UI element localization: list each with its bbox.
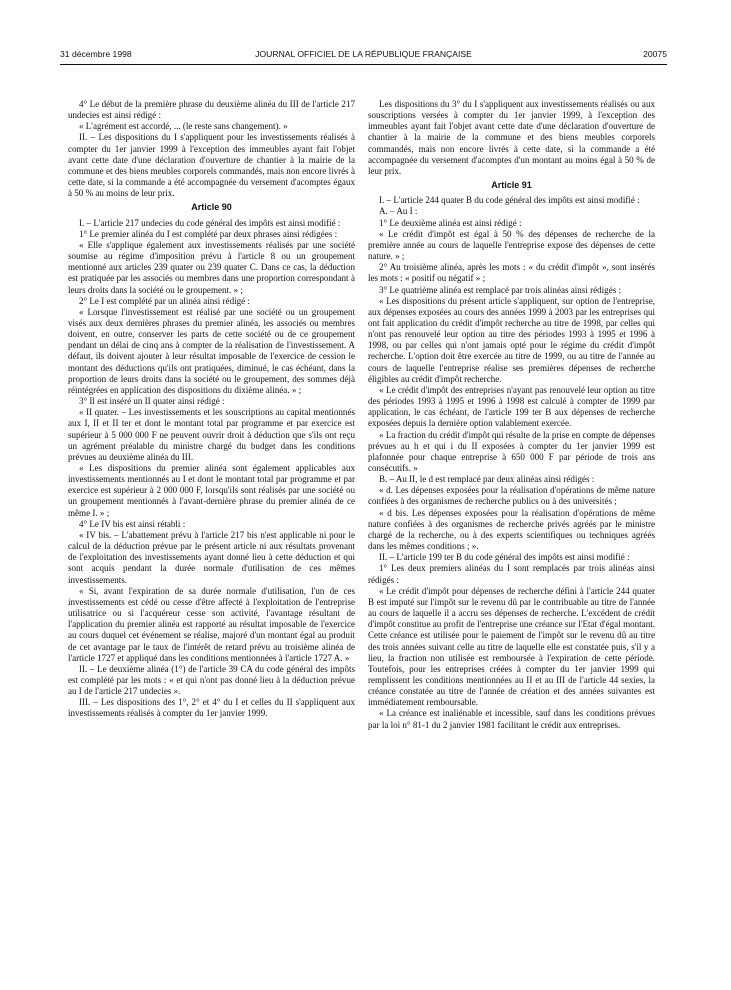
paragraph: « La fraction du crédit d'impôt qui résulte de la prise en compte de dépenses prévues au h et qui i du II exposées à compter du 1er janvier 1999 est plafonnée pour chaque entreprise à 650 000 F par période de trois ans consécutifs. » — [368, 429, 655, 473]
paragraph: II. – Les dispositions du I s'appliquent pour les investissements réalisés à compter du 1er janvier 1999 à l'exception des immeubles ayant fait l'objet avant cette date d'une déclaration d'ouverture de chantier à la mairie de la commune et des biens meubles corporels commandés, mais non encore livrés à cette date, si la commande a été accompagnée du versement d'acomptes égaux à 50 % au moins de leur prix. — [68, 132, 355, 199]
paragraph: A. – Au I : — [379, 206, 418, 217]
paragraph: B. – Au II, le d est remplacé par deux alinéas ainsi rédigés : — [379, 474, 595, 485]
paragraph: « Lorsque l'investissement est réalisé par une société ou un groupement visés aux deux dernières phrases du premier alinéa, les associés ou membres doivent, en outre, conserver les parts de cette société ou de ce groupement pendant un délai de cinq ans à compter de la réalisation de l'investissement. A défaut, ils doivent ajouter à leur résultat imposable de l'exercice de cession le montant des déductions qu'ils ont pratiquées, diminué, le cas échéant, dans la proportion de leurs droits dans la société ou le groupement, des sommes déjà réintégrées en application des dispositions du dixième alinéa. » ; — [68, 306, 355, 395]
page-header — [60, 49, 667, 63]
article-heading: Article 90 — [191, 202, 232, 213]
paragraph: « d bis. Les dépenses exposées pour la réalisation d'opérations de même nature confiées à des organismes de recherche privés agréés par le ministre chargé de la recherche, ou à des experts scientifiques ou techniques agréés dans les mêmes conditions ; ». — [368, 507, 655, 552]
paragraph: III. – Les dispositions des 1°, 2° et 4° du I et celles du II s'appliquent aux investissements réalisés à compter du 1er janvier 1999. — [68, 697, 355, 719]
article-heading: Article 91 — [491, 180, 532, 191]
paragraph: I. – L'article 244 quater B du code général des impôts est ainsi modifié : — [379, 195, 640, 206]
paragraph: « II quater. – Les investissements et les souscriptions au capital mentionnés aux I, II et II ter et dont le montant total par programme et par exercice est supérieur à 5 000 000 F ne peuvent ouvrir droit à déduction que s'ils ont reçu un agrément préalable du ministre chargé du budget dans les conditions prévues au deuxième alinéa du III. — [68, 407, 355, 462]
header-rule — [60, 64, 667, 65]
paragraph: 1° Le deuxième alinéa est ainsi rédigé : — [379, 217, 522, 228]
paragraph: 4° Le début de la première phrase du deuxième alinéa du III de l'article 217 undecies est ainsi rédigé : — [68, 99, 355, 121]
paragraph: « Les dispositions du présent article s'appliquent, sur option de l'entreprise, aux dépenses exposées au cours des années 1999 à 2003 par les entreprises qui ont fait application du crédit d'impôt recherche au titre de 1998, par celles qui n'ont pas renouvelé leur option au titre des périodes 1993 à 1995 et 1996 à 1998, ou par celles qui n'ont jamais opté pour le régime du crédit d'impôt recherche. L'option doit être exercée au titre de 1999, ou au titre de l'année au cours de laquelle l'entreprise réalise ses premières dépenses de recherche éligibles au crédit d'impôt recherche. — [368, 295, 655, 384]
header-date: 31 décembre 1998 — [60, 49, 132, 59]
right-column — [368, 99, 655, 731]
paragraph: « Elle s'applique également aux investissements réalisés par une société soumise au régime d'imposition prévu à l'article 8 ou un groupement mentionné aux articles 239 quater ou 239 quater C. Dans ce cas, la déduction est pratiquée par les associés ou membres dans une proportion correspondant à leurs droits dans la société ou le groupement. » ; — [68, 239, 355, 295]
paragraph: 2° Au troisième alinéa, après les mots : « du crédit d'impôt », sont insérés les mots : « positif ou négatif » ; — [368, 262, 655, 284]
journal-title: JOURNAL OFFICIEL DE LA RÉPUBLIQUE FRANÇAISE — [255, 49, 472, 59]
page-number: 20075 — [643, 49, 667, 59]
paragraph: I. – L'article 217 undecies du code général des impôts est ainsi modifié : — [79, 217, 341, 228]
paragraph: « Le crédit d'impôt est égal à 50 % des dépenses de recherche de la première année au cours de laquelle l'entreprise expose des dépenses de cette nature. » ; — [368, 228, 655, 262]
paragraph: 1° Le premier alinéa du I est complété par deux phrases ainsi rédigées : — [79, 228, 338, 239]
paragraph: « Si, avant l'expiration de sa durée normale d'utilisation, l'un de ces investissements est cédé ou cesse d'être affecté à l'exploitation de l'entreprise utilisatrice ou si l'acquéreur cesse son activité, l'avantage résultant de l'application du premier alinéa est rapporté au résultat imposable de l'exercice au cours duquel cet événement se réalise, majoré d'un montant égal au produit de cet avantage par le taux de l'intérêt de retard prévu au troisième alinéa de l'article 1727 et appliqué dans les conditions mentionnées à l'article 1727 A. » — [68, 585, 355, 663]
paragraph: « IV bis. – L'abattement prévu à l'article 217 bis n'est applicable ni pour le calcul de la déduction prévue par le présent article ni aux résultats provenant de l'exploitation des investissements ayant donné lieu à cette déduction et qui sont acquis pendant la durée normale d'utilisation de ces mêmes investissements. — [68, 529, 355, 585]
paragraph: II. – Le deuxième alinéa (1°) de l'article 39 CA du code général des impôts est complété par les mots : « et qui n'ont pas donné lieu à la déduction prévue au I de l'article 217 undecies ». — [68, 663, 355, 697]
paragraph: « Le crédit d'impôt des entreprises n'ayant pas renouvelé leur option au titre des périodes 1993 à 1995 et 1996 à 1998 est calculé à compter de 1999 par application, le cas échéant, de l'article 199 ter B aux dépenses de recherche exposées depuis la dernière option valablement exercée. — [368, 384, 655, 429]
paragraph: 2° Le I est complété par un alinéa ainsi rédigé : — [79, 295, 250, 306]
paragraph: 1° Les deux premiers alinéas du I sont remplacés par trois alinéas ainsi rédigés : — [368, 563, 655, 585]
left-column — [68, 99, 355, 720]
paragraph: « Le crédit d'impôt pour dépenses de recherche défini à l'article 244 quater B est imputé sur l'impôt sur le revenu dû par le contribuable au titre de l'année au cours de laquelle il a accru ses dépenses de recherche. L'excédent de crédit d'impôt constitue au profit de l'entreprise une créance sur l'Etat d'égal montant. Cette créance est utilisée pour le paiement de l'impôt sur le revenu dû au titre des trois années suivant celle au titre de laquelle elle est constatée puis, s'il y a lieu, la fraction non utilisée est remboursée à l'expiration de cette période. Toutefois, pour les entreprises créées à compter du 1er janvier 1999 qui remplissent les conditions mentionnées au II et au III de l'article 44 sexies, la créance constatée au titre de l'année de création et des années suivantes est immédiatement remboursable. — [368, 585, 655, 708]
paragraph: « d. Les dépenses exposées pour la réalisation d'opérations de même nature confiées à des organismes de recherche publics ou à des universités ; — [368, 485, 655, 507]
paragraph: « La créance est inaliénable et incessible, sauf dans les conditions prévues par la loi n° 81-1 du 2 janvier 1981 facilitant le crédit aux entreprises. — [368, 708, 655, 730]
paragraph: 3° Il est inséré un II quater ainsi rédigé : — [79, 396, 225, 407]
paragraph: 4° Le IV bis est ainsi rétabli : — [79, 518, 186, 529]
paragraph: 3° Le quatrième alinéa est remplacé par trois alinéas ainsi rédigés : — [379, 284, 622, 295]
paragraph: Les dispositions du 3° du I s'appliquent aux investissements réalisés ou aux souscriptions versées à compter du 1er janvier 1999, à l'exception des immeubles ayant fait l'objet avant cette date d'une déclaration d'ouverture de chantier à la mairie de la commune et des biens meubles corporels commandés, mais non encore livrés à cette date, si la commande a été accompagnée du versement d'acomptes d'un montant au moins égal à 50 % de leur prix. — [368, 99, 655, 176]
paragraph: II. – L'article 199 ter B du code général des impôts est ainsi modifié : — [379, 552, 630, 563]
paragraph: « L'agrément est accordé, ... (le reste sans changement). » — [79, 121, 288, 132]
paragraph: « Les dispositions du premier alinéa sont également applicables aux investissements mentionnés au I et dont le montant total par programme et par exercice est supérieur à 2 000 000 F, lorsqu'ils sont réalisés par une société ou un groupement mentionnés à l'avant-dernière phrase du premier alinéa de ce même I. » ; — [68, 463, 355, 518]
